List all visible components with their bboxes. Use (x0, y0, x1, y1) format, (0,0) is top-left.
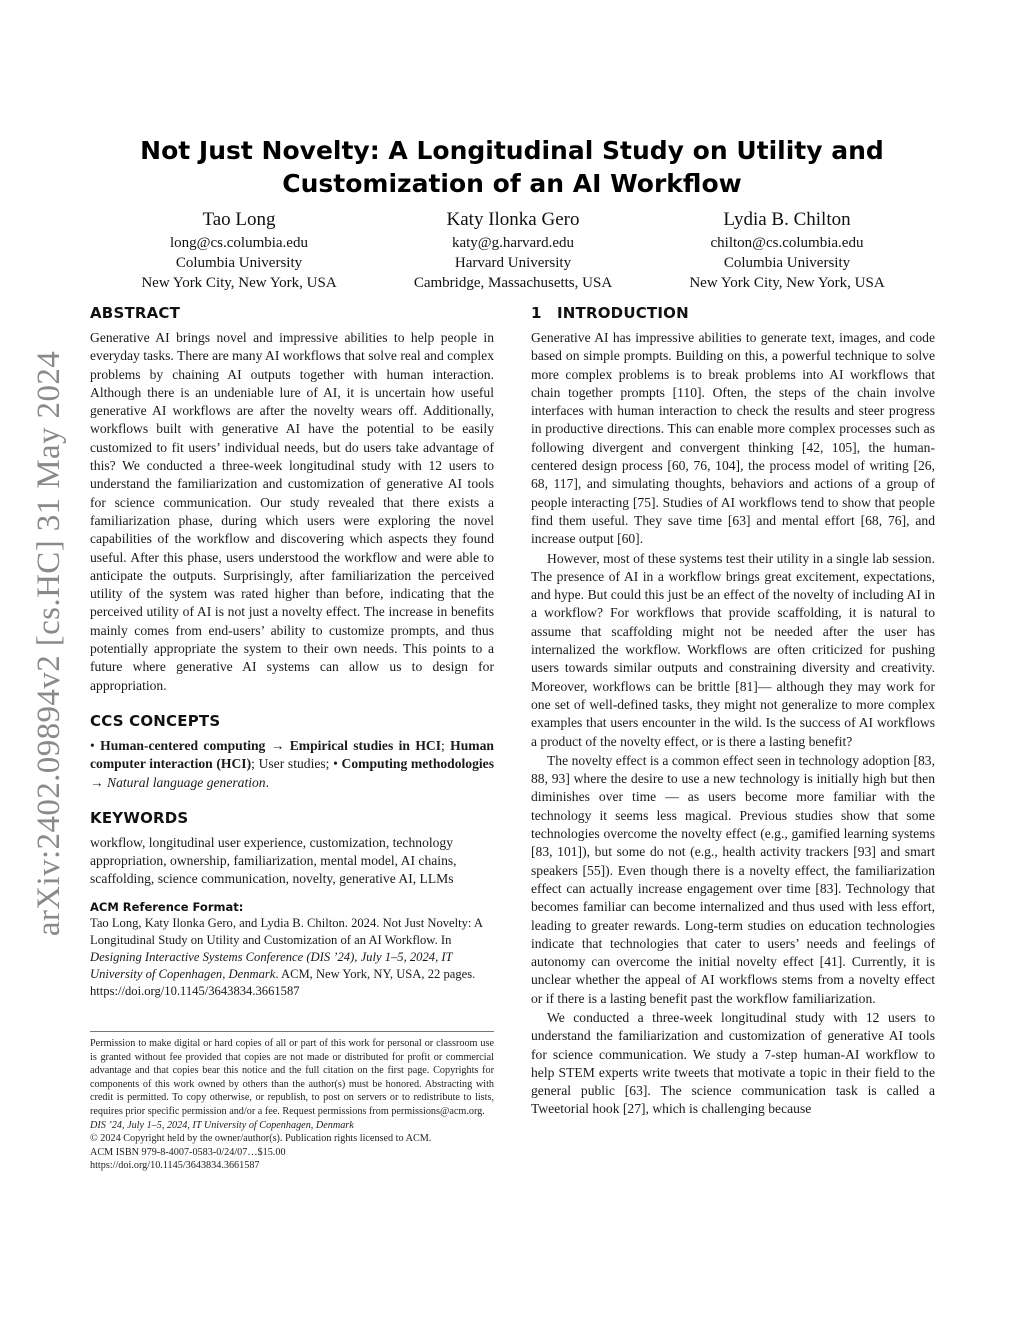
ccs-term: Computing methodologies (341, 756, 495, 772)
keywords-heading: KEYWORDS (90, 808, 189, 827)
ccs-text (90, 737, 494, 792)
copyright-footnote (90, 1037, 494, 1173)
intro-paragraph-1: Generative AI has impressive abilities to generate text, images, and code based on simple prompts. Building on this, a powerful technique to solve more complex problems is to break problems into AI workflows that chain together prompts [110]. Often, the steps of the chain involve interfaces with human interaction to check the results and steer progress in productive directions. This can enable more complex processes such as following divergent and convergent thinking [42, 105], the human-centered design process [60, 76, 104], the process model of writing [26, 68, 117], and simulating thoughts, behaviors and actions of a group of people interacting [75]. Studies of AI workflows tend to show that people find them useful. They save time [63] and mental effort [68, 76], and increase output [60]. (531, 330, 935, 547)
author-block-3 (637, 208, 937, 293)
introduction-heading (531, 303, 935, 323)
ccs-separator: ; (441, 737, 451, 753)
abstract-section (90, 303, 494, 695)
left-column (90, 303, 494, 1000)
author-name: Katy Ilonka Gero (446, 209, 580, 230)
author-email: chilton@cs.columbia.edu (710, 235, 864, 251)
ccs-heading: CCS CONCEPTS (90, 711, 221, 730)
conference-line: DIS ’24, July 1–5, 2024, IT University of Copenhagen, Denmark (90, 1119, 354, 1131)
author-location: New York City, New York, USA (689, 275, 885, 291)
ccs-term: Human-centered computing (100, 737, 266, 753)
title-line-2: Customization of an AI Workflow (282, 169, 742, 198)
intro-paragraph-4: We conducted a three-week longitudinal study with 12 users to understand the familiarization and customization of generative AI tools for science communication. We study a 7-step human-AI workflow to help STEM experts write tweets that motivate a topic in their field to the general public [63]. The science communication task is called a Tweetorial hook [27], which is challenging because (531, 1009, 935, 1117)
intro-paragraph-3: The novelty effect is a common effect seen in technology adoption [83, 88, 93] where the desire to use a new technology is initially high but then diminishes over time — as users become more familiar with the technology it seems less magical. Previous studies show that some technologies overcome the novelty effect (e.g., gamified learning systems [83, 101]), but some do not (e.g., health activity trackers [93] and smart speakers [55]). Even though there is a novelty effect, the familiarization effect can actually increase engagement over time [83]. Technology that becomes familiar can become internalized and thus used with less effort, leading to greater rewards. Long-term studies on education technologies indicate that technologies that cater to users’ needs and feelings of autonomy can overcome the initial novelty effect [41]. Currently, it is unclear whether the appeal of AI workflows stems from a novelty effect or if there is a lasting benefit past the workflow familiarization. (531, 752, 935, 1006)
author-affiliation: Harvard University (454, 255, 572, 271)
ccs-bullet: • (333, 756, 342, 772)
keywords-section (90, 808, 494, 889)
author-email: katy@g.harvard.edu (451, 235, 575, 251)
doi-line: https://doi.org/10.1145/3643834.3661587 (90, 1160, 260, 1172)
acm-reference-section (90, 899, 494, 1000)
ccs-plain: ; User studies; (251, 756, 334, 772)
author-affiliation: Columbia University (723, 255, 851, 271)
copyright-line: © 2024 Copyright held by the owner/author(s). Publication rights licensed to ACM. (90, 1133, 432, 1145)
ccs-term: Empirical studies in HCI (289, 737, 442, 753)
title-line-1: Not Just Novelty: A Longitudinal Study on Utility and (140, 136, 884, 165)
author-email: long@cs.columbia.edu (170, 235, 308, 251)
introduction-section (531, 303, 935, 1119)
paper-title (100, 134, 924, 200)
intro-paragraph-2: However, most of these systems test their utility in a single lab session. The presence of AI in a workflow brings great excitement, expectations, and hype. But could this just be an effect of the novelty of including AI in a workflow? For workflows that provide scaffolding, it is natural to assume that scaffolding might not be needed after the user has internalized the workflow. Workflows are often criticized for pushing users towards similar outputs and constraining diversity and creativity. Moreover, workflows can be brittle [81]— although they may work for one set of well-defined tasks, they might not generalize to more complex examples that users encounter in the wild. Is the success of AI workflows a product of the novelty effect, or is there a lasting benefit? (531, 550, 935, 749)
ccs-bullet: • (90, 737, 101, 753)
acm-reference-venue: Designing Interactive Systems Conference (DIS ’24), July 1–5, 2024, IT University of Copenhagen, Denmark (90, 949, 453, 981)
author-block-2 (363, 208, 663, 293)
keywords-text: workflow, longitudinal user experience, customization, technology appropriation, ownership, familiarization, mental model, AI chains, scaffolding, science communication, novelty, generative AI, LLMs (90, 834, 457, 887)
author-block-1 (89, 208, 389, 293)
abstract-heading: ABSTRACT (90, 304, 181, 322)
author-location: New York City, New York, USA (141, 275, 337, 291)
author-location: Cambridge, Massachusetts, USA (413, 275, 613, 291)
acm-reference-doi: . ACM, New York, NY, USA, 22 pages. https://doi.org/10.1145/3643834.3661587 (90, 966, 476, 998)
section-title: INTRODUCTION (557, 304, 689, 322)
author-affiliation: Columbia University (175, 255, 303, 271)
permission-notice: Permission to make digital or hard copies of all or part of this work for personal or classroom use is granted without fee provided that copies are not made or distributed for profit or commercial advantage and that copies bear this notice and the full citation on the first page. Copyrights for components of this work owned by others than the author(s) must be honored. Abstracting with credit is permitted. To copy otherwise, or republish, to post on servers or to redistribute to lists, requires prior specific permission and/or a fee. Request permissions from permissions@acm.org. (90, 1038, 494, 1117)
author-name: Lydia B. Chilton (723, 209, 851, 230)
ccs-term: Human computer interaction (HCI) (90, 737, 494, 772)
abstract-text: Generative AI brings novel and impressive abilities to help people in everyday tasks. There are many AI workflows that solve real and complex problems by chaining AI outputs together with human interaction. Although there is an undeniable lure of AI, it is uncertain how useful generative AI workflows are after the novelty wears off. Additionally, workflows built with generative AI have the potential to be easily customized to fit users’ individual needs, but do users take advantage of this? We conducted a three-week longitudinal study with 12 users to understand the familiarization and customization of generative AI tools for science communication. Our study revealed that there exists a familiarization phase, during which users were exploring the novel capabilities of the workflow and discovering which aspects they found useful. After this phase, users understood the workflow and were able to anticipate the outputs. Surprisingly, after familiarization the perceived utility of the system was rated higher than before, indicating that the perceived utility of AI is not just a novelty effect. The increase in benefits mainly comes from end-users’ ability to customize prompts, and thus potentially appropriate the system to their own needs. This points to a future where generative AI systems can allow us to design for appropriation. (90, 330, 494, 693)
ccs-term: Natural language generation (107, 774, 266, 790)
arxiv-id-text: arXiv:2402.09894v2 [cs.HC] 31 May 2024 (31, 350, 68, 936)
acm-reference-heading: ACM Reference Format: (90, 899, 244, 914)
ccs-concepts-section (90, 711, 494, 792)
section-number: 1 (531, 304, 542, 322)
acm-reference-authors: Tao Long, Katy Ilonka Gero, and Lydia B. Chilton. 2024. Not Just Novelty: A Longitudinal Study on Utility and Customization of an AI Workflow. In (90, 915, 483, 947)
arxiv-identifier (22, 343, 78, 943)
ccs-arrow: → (90, 774, 107, 790)
ccs-end: . (265, 774, 269, 790)
right-column (531, 303, 935, 1119)
author-name: Tao Long (202, 209, 276, 230)
acm-reference-text (90, 915, 494, 1000)
footnote-divider (90, 1031, 494, 1032)
ccs-arrow: → (265, 737, 290, 753)
isbn-line: ACM ISBN 979-8-4007-0583-0/24/07…$15.00 (90, 1146, 286, 1158)
